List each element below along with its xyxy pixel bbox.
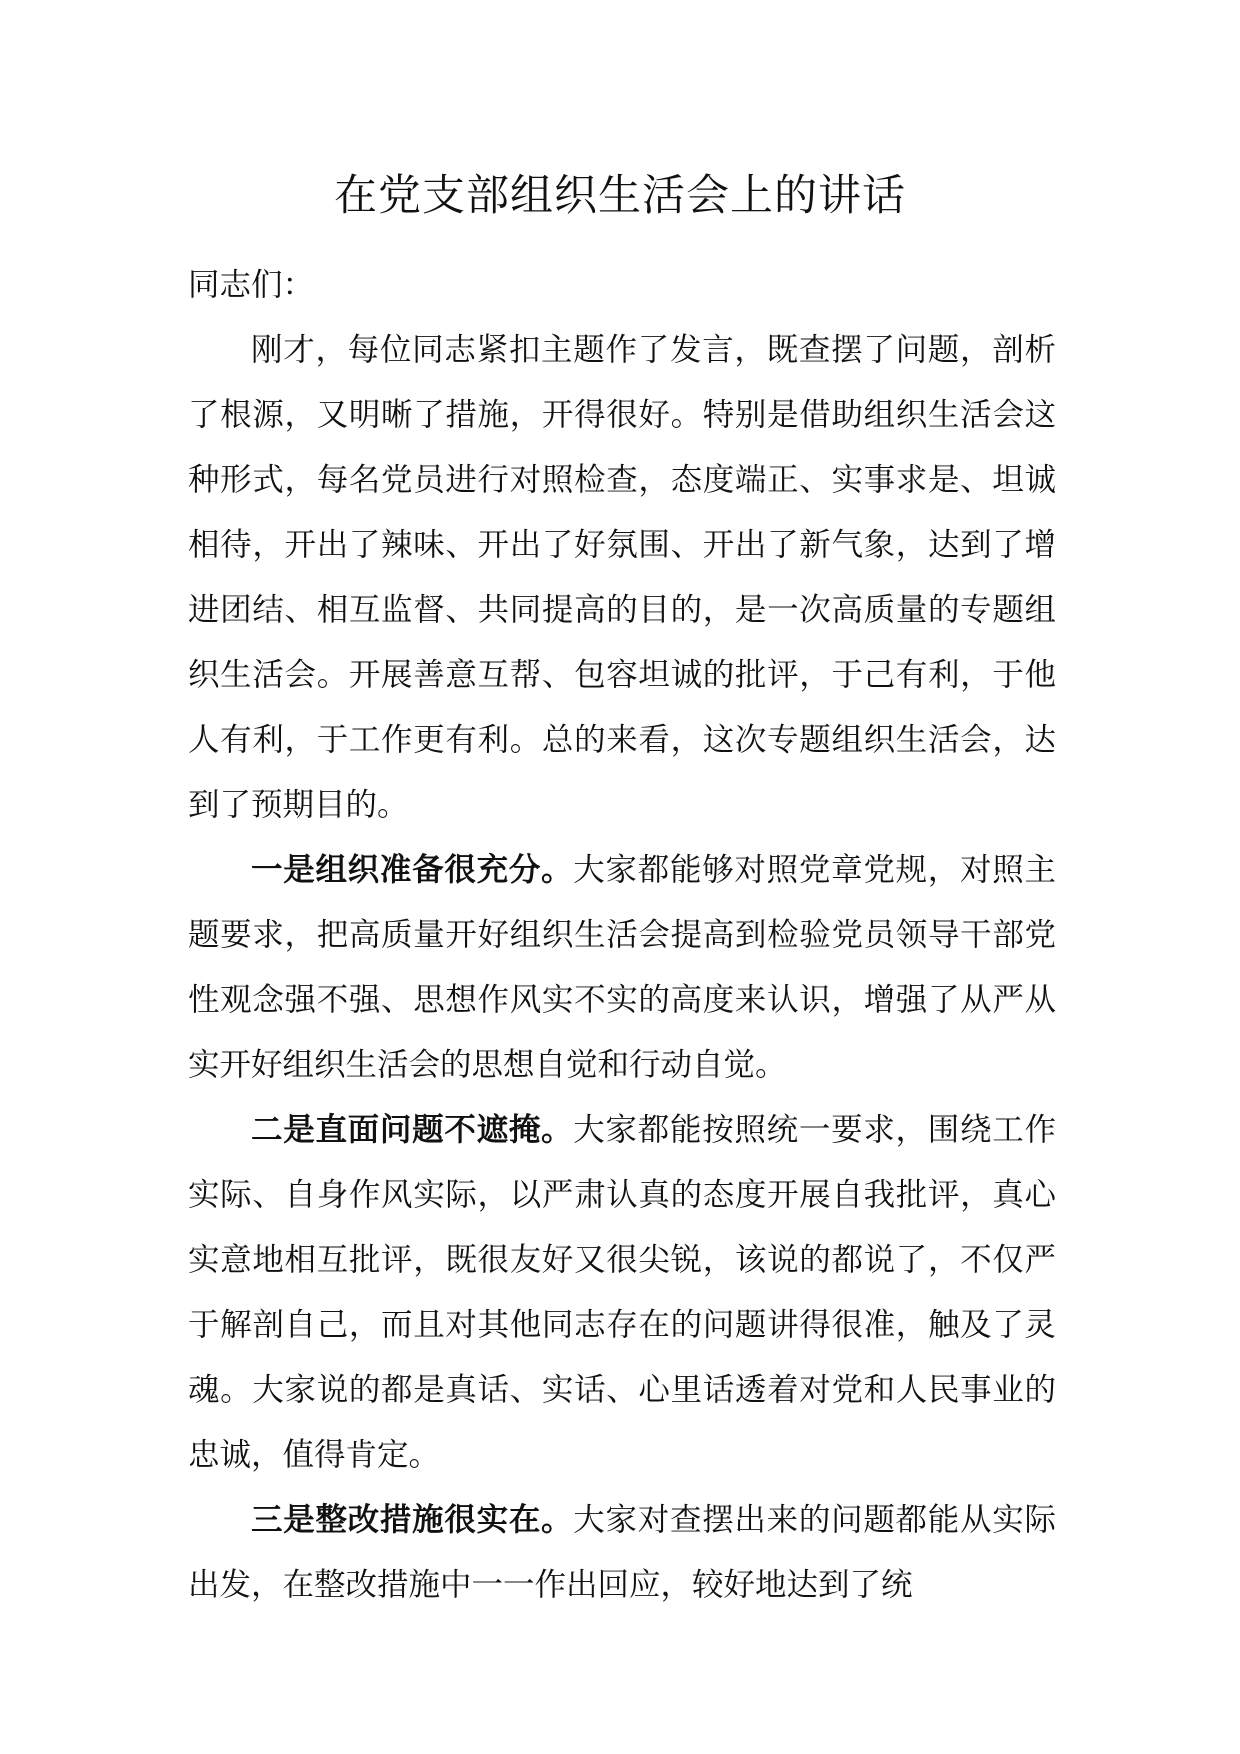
document-title: 在党支部组织生活会上的讲话: [334, 171, 906, 221]
paragraph-lead: 一是组织准备很充分。: [251, 852, 574, 888]
paragraph-intro: [188, 318, 1056, 838]
document-body: [188, 253, 1056, 1618]
paragraph-point-one: [188, 838, 1056, 1098]
paragraph-point-three: [188, 1488, 1056, 1618]
paragraph-text: 大家都能够对照党章党规，对照主题要求，把高质量开好组织生活会提高到检验党员领导干部党性观念强不强、思想作风实不实的高度来认识，增强了从严从实开好组织生活会的思想自觉和行动自觉。: [188, 852, 1056, 1083]
paragraph-point-two: [188, 1098, 1056, 1488]
paragraph-lead: 二是直面问题不遮掩。: [251, 1112, 574, 1148]
paragraph-text: 大家对查摆出来的问题都能从实际出发，在整改措施中一一作出回应，较好地达到了统: [188, 1502, 1056, 1603]
paragraph-text: 大家都能按照统一要求，围绕工作实际、自身作风实际，以严肃认真的态度开展自我批评，真心实意地相互批评，既很友好又很尖锐，该说的都说了，不仅严于解剖自己，而且对其他同志存在的问题讲得很准，触及了灵魂。大家说的都是真话、实话、心里话透着对党和人民事业的忠诚，值得肯定。: [188, 1112, 1056, 1473]
paragraph-text: 刚才，每位同志紧扣主题作了发言，既查摆了问题，剖析了根源，又明晰了措施，开得很好。特别是借助组织生活会这种形式，每名党员进行对照检查，态度端正、实事求是、坦诚相待，开出了辣味、开出了好氛围、开出了新气象，达到了增进团结、相互监督、共同提高的目的，是一次高质量的专题组织生活会。开展善意互帮、包容坦诚的批评，于己有利，于他人有利，于工作更有利。总的来看，这次专题组织生活会，达到了预期目的。: [188, 332, 1056, 823]
salutation: 同志们：: [188, 267, 315, 303]
paragraph-lead: 三是整改措施很实在。: [251, 1502, 574, 1538]
